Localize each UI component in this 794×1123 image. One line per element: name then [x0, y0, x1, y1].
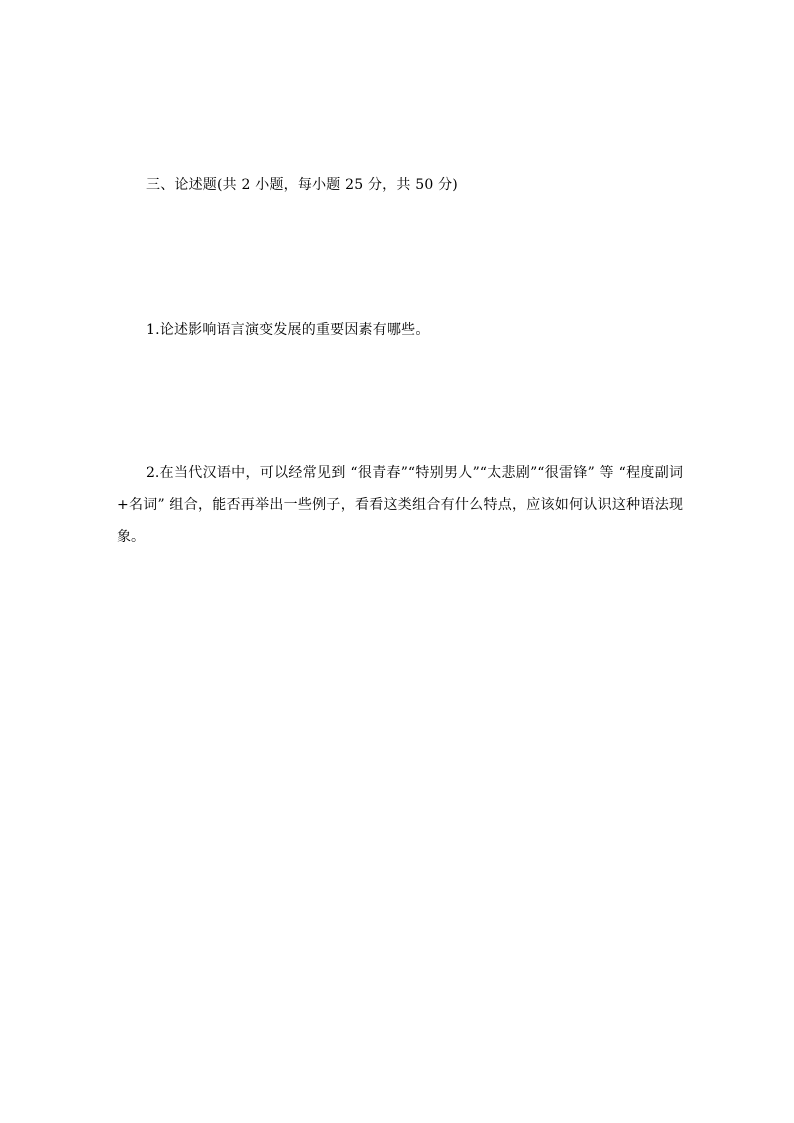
question-2: 2.在当代汉语中，可以经常见到 “很青春”“特别男人”“太悲剧”“很雷锋” 等 “程度副词+名词” 组合，能否再举出一些例子，看看这类组合有什么特点，应该如何认识这种语法现象。: [117, 465, 683, 545]
question-1: 1.论述影响语言演变发展的重要因素有哪些。: [146, 322, 430, 338]
section-heading: 三、论述题(共 2 小题，每小题 25 分，共 50 分): [146, 177, 458, 193]
